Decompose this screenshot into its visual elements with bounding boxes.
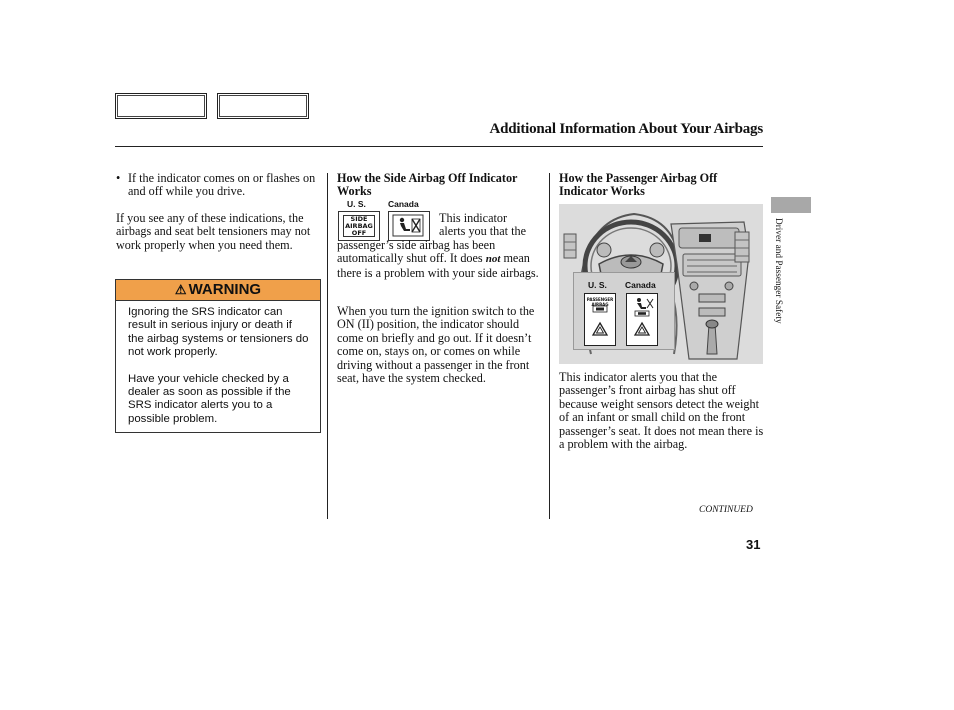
warning-header — [116, 280, 320, 301]
page-title: Additional Information About Your Airbags — [489, 121, 763, 137]
side-para1-start — [439, 212, 544, 239]
continued-label: CONTINUED — [699, 505, 753, 515]
side-para1-rest — [337, 239, 542, 280]
warning-box — [115, 279, 321, 433]
passenger-airbag-heading: How the Passenger Airbag Off Indicator Works — [559, 171, 718, 198]
bullet-text: If the indicator comes on or flashes on and off while you drive. — [128, 171, 316, 199]
side-airbag-off-text — [343, 215, 375, 237]
seated-passenger-airbag-off-icon — [389, 212, 429, 240]
side-para1-emphasis: not — [485, 253, 501, 266]
side-airbag-heading: How the Side Airbag Off Indicator Works — [337, 171, 518, 198]
side-airbag-off-indicator-canada — [388, 211, 430, 241]
ind-line-off: OFF — [351, 228, 367, 237]
warning-heading: WARNING — [188, 281, 262, 298]
pi-line-passenger: PASSENGER — [586, 297, 614, 302]
passenger-label-canada: Canada — [625, 280, 656, 290]
ind-line-side: SIDE — [350, 215, 368, 223]
passenger-label-us: U. S. — [588, 280, 607, 290]
passenger-airbag-off-icon — [627, 294, 657, 345]
warning-text — [116, 301, 320, 426]
side-label-canada: Canada — [388, 199, 419, 209]
side-para1-before: passenger’s side airbag has been automatically shut off. It does — [337, 238, 496, 266]
title-rule — [115, 146, 763, 147]
warning-paragraph-2: Have your vehicle checked by a dealer as soon as possible if the SRS indicator alerts you to a possible problem. — [128, 372, 291, 425]
section-label: Driver and Passenger Safety — [773, 218, 783, 324]
page-number: 31 — [746, 537, 761, 552]
nav-box-2[interactable] — [217, 93, 309, 119]
ind-line-airbag: AIRBAG — [345, 221, 373, 230]
side-label-us: U. S. — [347, 199, 366, 209]
side-airbag-off-indicator-us — [338, 211, 380, 241]
pi-line-airbag: AIRBAG — [591, 302, 609, 307]
section-tab[interactable] — [771, 197, 811, 213]
column-divider-1 — [327, 173, 328, 519]
warning-paragraph-1: Ignoring the SRS indicator can result in serious injury or death if the airbag systems or tensioners do not work properly. — [128, 306, 309, 359]
passenger-airbag-off-indicator-canada — [626, 293, 658, 346]
column-divider-2 — [549, 173, 550, 519]
bullet-item — [116, 172, 321, 199]
hazard-icon — [585, 305, 615, 345]
side-para1-after: mean there is a problem with your side airbags. — [337, 251, 539, 280]
side-para2: When you turn the ignition switch to the ON (II) position, the indicator should come on briefly and go out. If it doesn’t come on, stays on, or comes on while driving without a passenger in the front seat, have the system checked. — [337, 304, 535, 386]
column1-paragraph: If you see any of these indications, the airbags and seat belt tensioners may not work properly when you need them. — [116, 211, 311, 252]
passenger-paragraph: This indicator alerts you that the passenger’s front airbag has shut off because weight sensors detect the weight of an infant or small child on the front passenger’s seat. It does not mean there is a problem with the airbag. — [559, 370, 764, 452]
side-para1-line2: alerts you that the — [439, 224, 526, 239]
bullet-dot: • — [116, 171, 121, 185]
warning-triangle-icon: ⚠ — [174, 282, 187, 297]
passenger-airbag-off-indicator-us — [584, 293, 616, 346]
nav-box-1[interactable] — [115, 93, 207, 119]
side-para1-line1: This indicator — [439, 211, 508, 225]
